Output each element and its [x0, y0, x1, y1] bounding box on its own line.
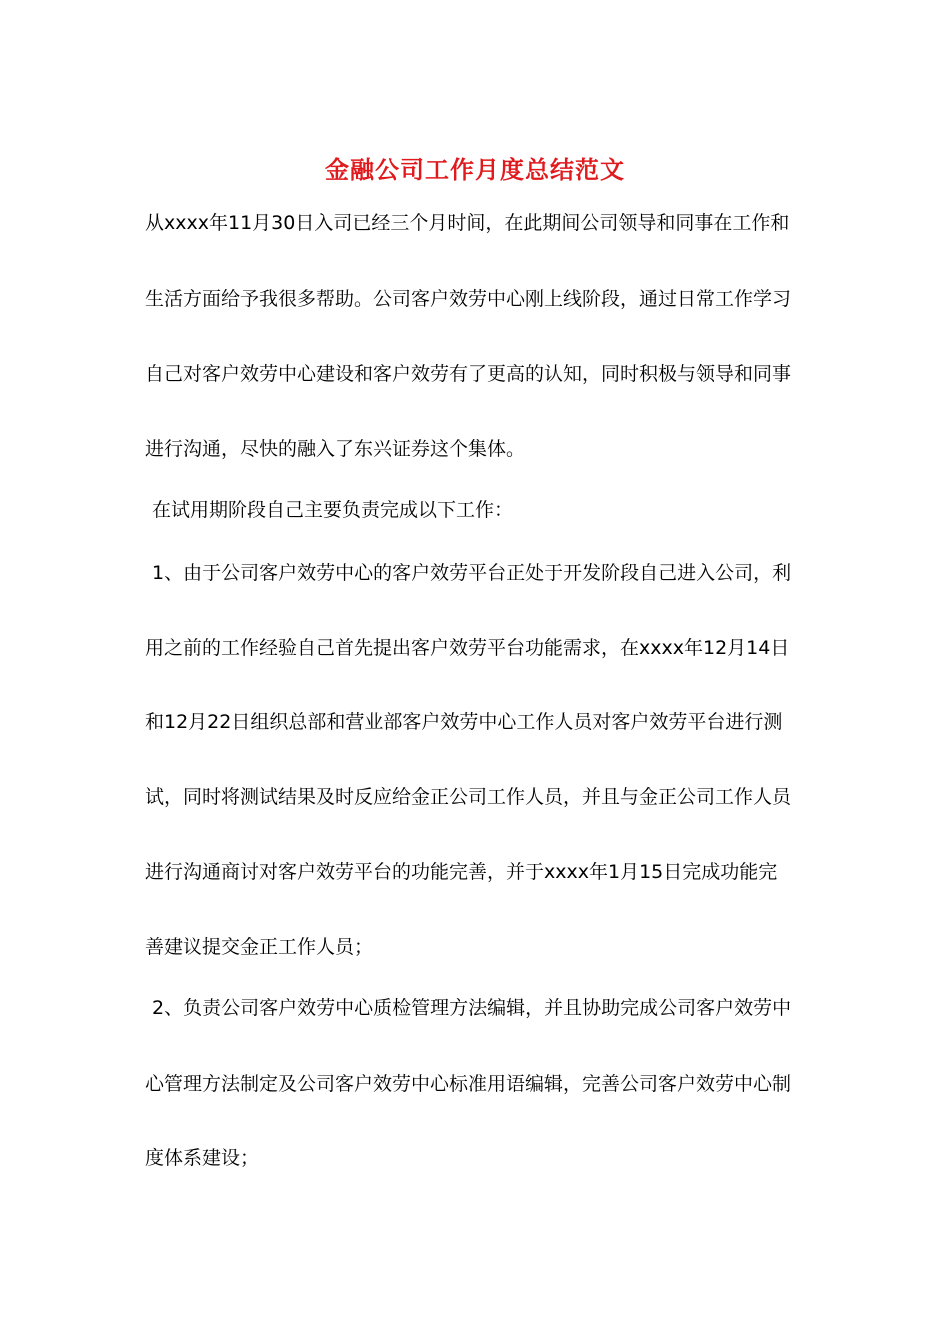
- paragraph-line: 和12月22日组织总部和营业部客户效劳中心工作人员对客户效劳平台进行测: [145, 711, 783, 733]
- paragraph-line: 度体系建设；: [145, 1147, 260, 1169]
- paragraph-line: 生活方面给予我很多帮助。公司客户效劳中心刚上线阶段，通过日常工作学习: [145, 288, 792, 310]
- paragraph-line: 心管理方法制定及公司客户效劳中心标准用语编辑，完善公司客户效劳中心制: [145, 1073, 792, 1095]
- paragraph-line: 进行沟通商讨对客户效劳平台的功能完善，并于xxxx年1月15日完成功能完: [145, 861, 778, 883]
- paragraph-line: 自己对客户效劳中心建设和客户效劳有了更高的认知，同时积极与领导和同事: [145, 363, 792, 385]
- document-title: 金融公司工作月度总结范文: [325, 155, 625, 184]
- paragraph-line: 用之前的工作经验自己首先提出客户效劳平台功能需求，在xxxx年12月14日: [145, 637, 790, 659]
- paragraph-line: 善建议提交金正工作人员；: [145, 936, 374, 958]
- paragraph-line: 1、由于公司客户效劳中心的客户效劳平台正处于开发阶段自己进入公司，利: [152, 562, 792, 584]
- paragraph-line: 进行沟通，尽快的融入了东兴证券这个集体。: [145, 438, 526, 460]
- paragraph-line: 从xxxx年11月30日入司已经三个月时间，在此期间公司领导和同事在工作和: [145, 212, 790, 234]
- paragraph-line: 2、负责公司客户效劳中心质检管理方法编辑，并且协助完成公司客户效劳中: [152, 997, 792, 1019]
- paragraph-line: 在试用期阶段自己主要负责完成以下工作：: [152, 499, 514, 521]
- paragraph-line: 试，同时将测试结果及时反应给金正公司工作人员，并且与金正公司工作人员: [145, 786, 792, 808]
